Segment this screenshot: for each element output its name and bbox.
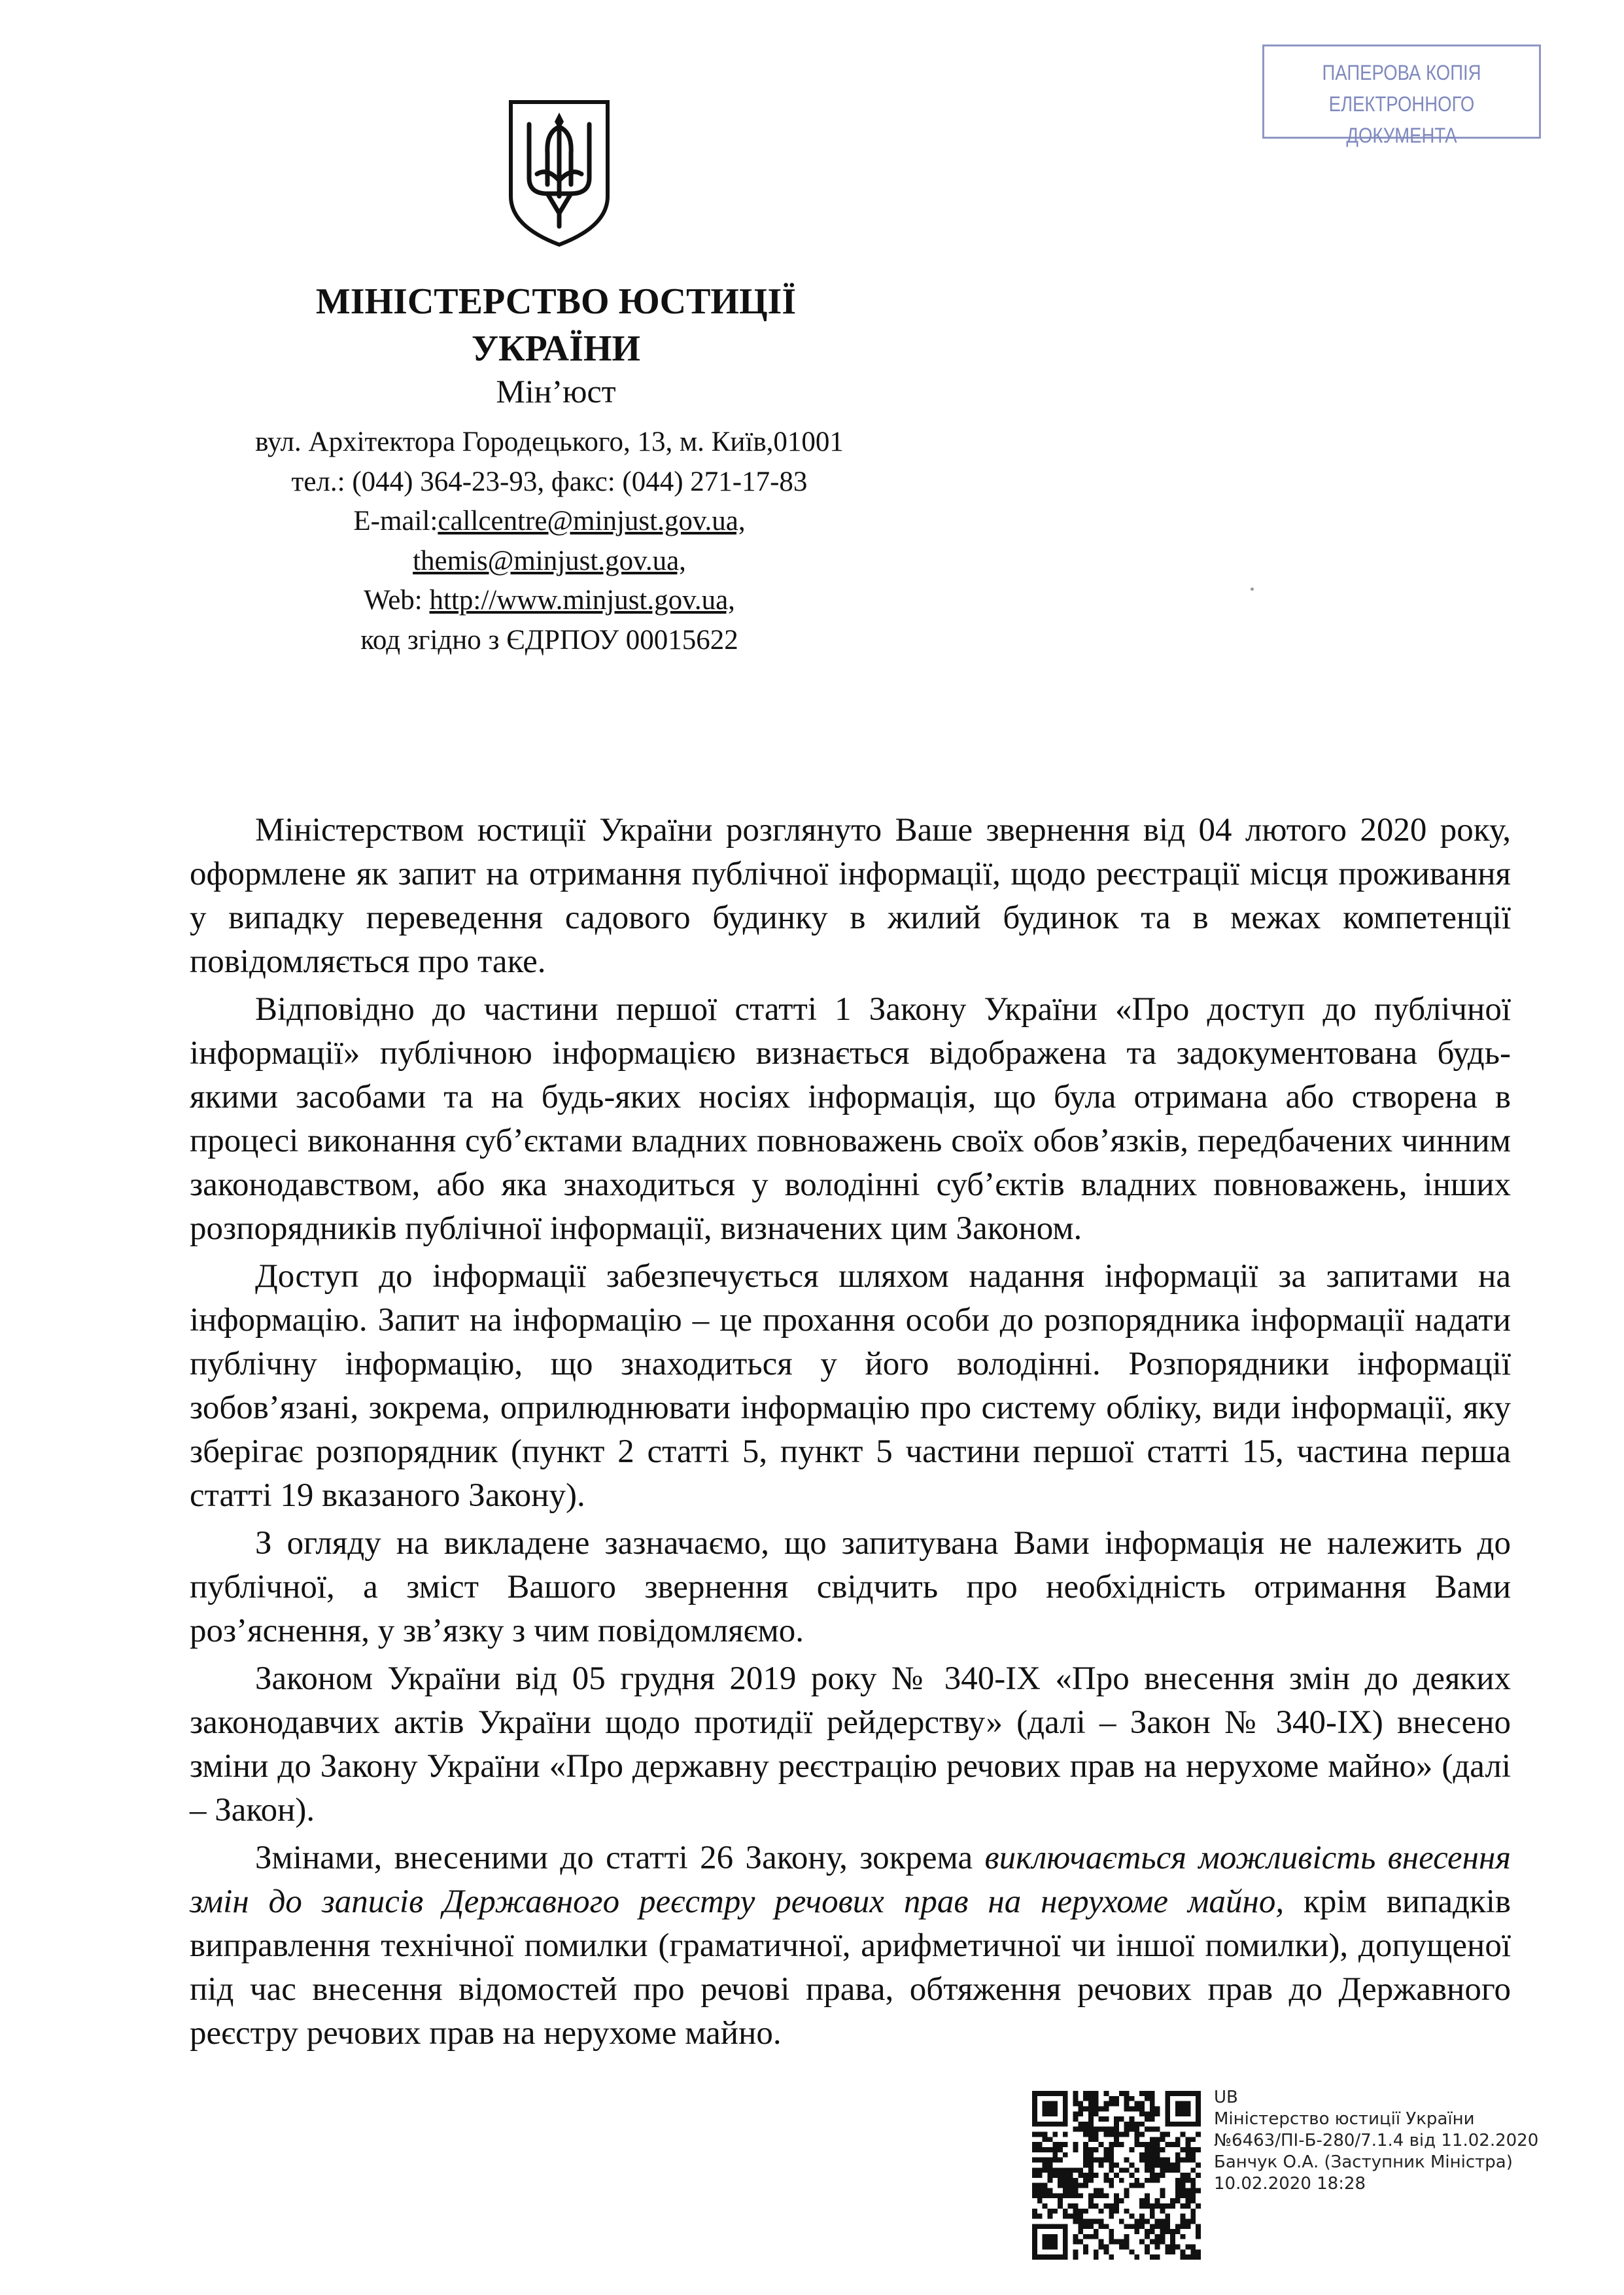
registration-signer: Банчук О.А. (Заступник Міністра) [1214,2152,1513,2172]
paragraph-2: Відповідно до частини першої статті 1 Закону України «Про доступ до публічної інформації» публічною інформацією визнається відображена та задокументована будь-якими засобами та на будь-яких носіях інформація, що була отримана або створена в процесі виконання суб’єктами владних повноважень своїх обов’язків, передбачених чинним законодавством, або яка знаходиться у володінні суб’єктів владних повноважень, інших розпорядників публічної інформації, визначених цим Законом. [190,991,1511,1247]
paragraph-3: Доступ до інформації забезпечується шляхом надання інформації за запитами на інформацію. Запит на інформацію – це прохання особи до розпорядника інформації надати публічну інформацію, що знаходиться у його володінні. Розпорядники інформації зобов’язані, зокрема, оприлюднювати інформацію про систему обліку, види інформації, яку зберігає розпорядник (пункт 2 статті 5, пункт 5 частини першої статті 15, частина перша статті 19 вказаного Закону). [190,1258,1511,1514]
postal-address: вул. Архітектора Городецького, 13, м. Київ,01001 [255,427,844,457]
paragraph-5: Законом України від 05 грудня 2019 року № 340-IX «Про внесення змін до деяких законодавчих актів України щодо протидії рейдерству» (далі – Закон № 340-IX) внесено зміни до Закону України «Про державну реєстрацію речових прав на нерухоме майно» (далі – Закон). [190,1660,1511,1829]
paragraph-1: Міністерством юстиції України розглянуто Ваше звернення від 04 лютого 2020 року, оформлене як запит на отримання публічної інформації, щодо реєстрації місця проживання у випадку переведення садового будинку в жилий будинок та в межах компетенції повідомляється про таке. [190,812,1511,980]
email-label: E-mail: [353,506,438,536]
paragraph-6 [190,1836,1511,2056]
registration-code: UB [1214,2088,1238,2107]
email-link-callcentre[interactable]: callcentre@minjust.gov.ua, [438,506,746,536]
phone-fax: тел.: (044) 364-23-93, факс: (044) 271-17-83 [291,466,808,497]
paragraph-6-italic: виключається можливість внесення змін до записів Державного реєстру речових прав на нерухоме майно, [190,1840,1511,1920]
ministry-short-name: Мін’юст [496,373,616,410]
web-link[interactable]: http://www.minjust.gov.ua, [429,585,735,616]
web-label: Web: [364,585,430,616]
scan-speck [1251,587,1254,591]
paragraph-6-end: крім випадків виправлення технічної помилки (граматичної, арифметичної чи іншої помилки), допущеної під час внесення відомостей про речові права, обтяження речових прав до Державного реєстру речових прав на нерухоме майно. [190,1883,1511,2052]
registration-info [1214,2087,1554,2195]
stamp-line-2: ЕЛЕКТРОННОГО ДОКУМЕНТА [1328,92,1475,147]
registration-org: Міністерство юстиції України [1214,2109,1475,2129]
registration-datetime: 10.02.2020 18:28 [1214,2174,1366,2194]
electronic-copy-stamp [1262,44,1541,147]
paragraph-6-start: Змінами, внесеними до статті 26 Закону, зокрема [255,1840,985,1876]
email-line-2 [183,542,916,582]
email-line [183,502,916,542]
qr-code-icon [1032,2091,1201,2260]
coat-of-arms-icon [507,98,612,249]
paragraph-4: З огляду на викладене зазначаємо, що запитувана Вами інформація не належить до публічної, а зміст Вашого звернення свідчить про необхідність отримання Вами роз’яснення, у зв’язку з чим повідомляємо. [190,1525,1511,1649]
web-line [183,581,916,621]
letter-body [190,809,1511,2056]
ministry-title-line-1: МІНІСТЕРСТВО ЮСТИЦІЇ [315,281,797,322]
ministry-title-line-2: УКРАЇНИ [471,328,641,369]
ministry-title [150,278,961,372]
edrpou-code: код згідно з ЄДРПОУ 00015622 [360,624,738,656]
registration-number: №6463/ПІ-Б-280/7.1.4 від 11.02.2020 [1214,2131,1539,2150]
email-link-themis[interactable]: themis@minjust.gov.ua, [413,545,686,576]
contact-block [183,423,916,660]
stamp-line-1: ПАПЕРОВА КОПІЯ [1322,61,1481,84]
